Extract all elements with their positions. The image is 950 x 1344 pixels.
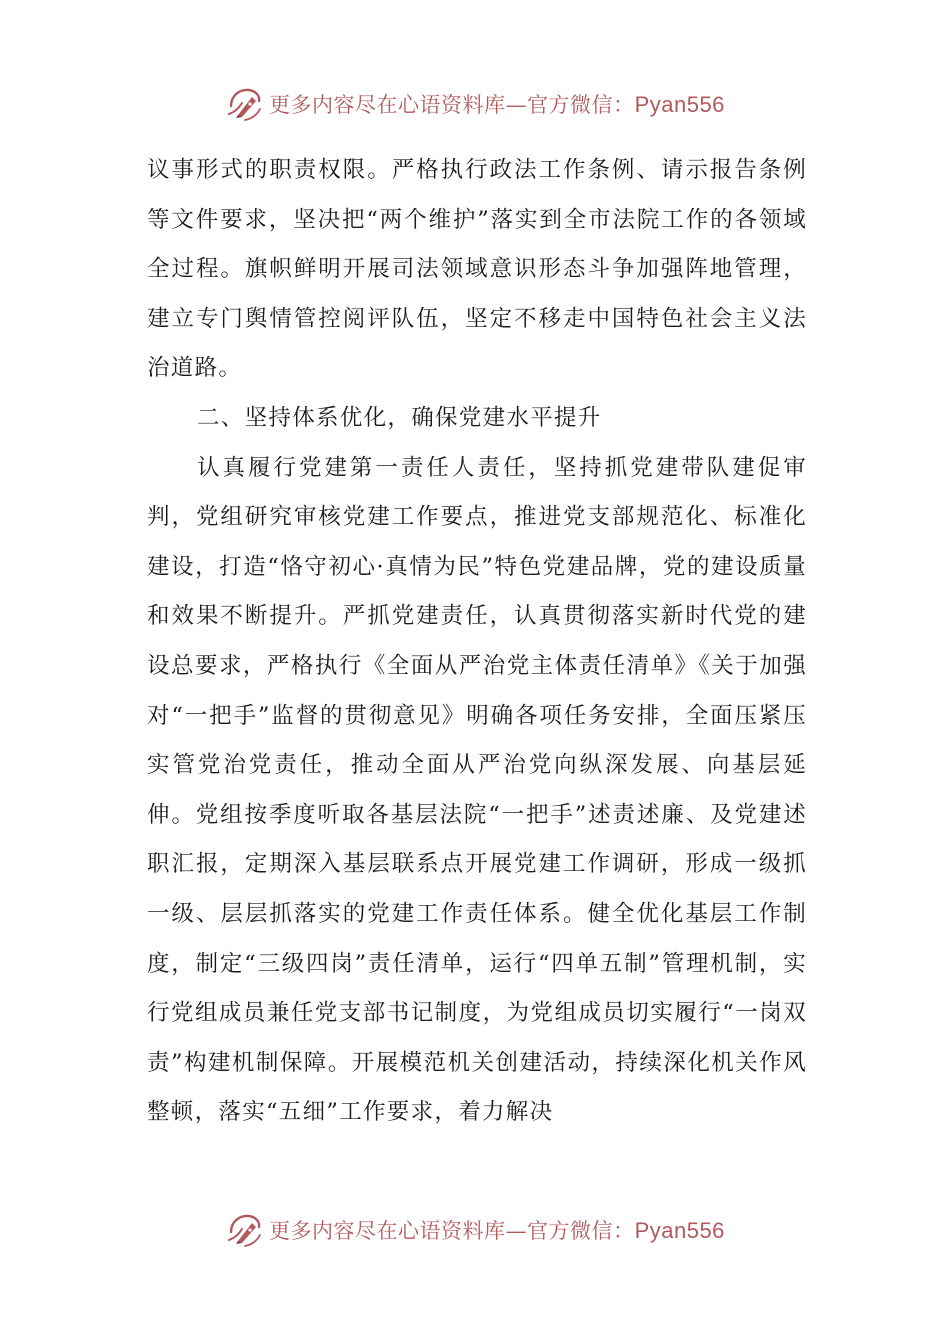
footer-watermark-banner xyxy=(0,1208,950,1252)
watermark-text: 更多内容尽在心语资料库—官方微信：Pyan556 xyxy=(269,92,725,117)
pen-nib-logo-icon xyxy=(225,1210,265,1250)
body-paragraph-2: 认真履行党建第一责任人责任，坚持抓党建带队建促审判，党组研究审核党建工作要点，推进党支部规范化、标准化建设，打造“恪守初心·真情为民”特色党建品牌，党的建设质量和效果不断提升。严抓党建责任，认真贯彻落实新时代党的建设总要求，严格执行《全面从严治党主体责任清单》《关于加强对“一把手”监督的贯彻意见》明确各项任务安排，全面压紧压实管党治党责任，推动全面从严治党向纵深发展、向基层延伸。党组按季度听取各基层法院“一把手”述责述廉、及党建述职汇报，定期深入基层联系点开展党建工作调研，形成一级抓一级、层层抓落实的党建工作责任体系。健全优化基层工作制度，制定“三级四岗”责任清单，运行“四单五制”管理机制，实行党组成员兼任党支部书记制度，为党组成员切实履行“一岗双责”构建机制保障。开展模范机关创建活动，持续深化机关作风整顿，落实“五细”工作要求，着力解决 xyxy=(147,454,807,1126)
watermark-text: 更多内容尽在心语资料库—官方微信：Pyan556 xyxy=(269,1218,725,1243)
body-paragraph-1: 议事形式的职责权限。严格执行政法工作条例、请示报告条例等文件要求，坚决把“两个维护”落实到全市法院工作的各领域全过程。旗帜鲜明开展司法领域意识形态斗争加强阵地管理，建立专门舆情管控阅评队伍，坚定不移走中国特色社会主义法治道路。 xyxy=(147,157,807,382)
pen-nib-logo-icon xyxy=(225,84,265,124)
section-heading: 二、坚持体系优化，确保党建水平提升 xyxy=(197,404,602,431)
header-watermark-banner xyxy=(0,82,950,126)
document-body xyxy=(147,146,807,1138)
